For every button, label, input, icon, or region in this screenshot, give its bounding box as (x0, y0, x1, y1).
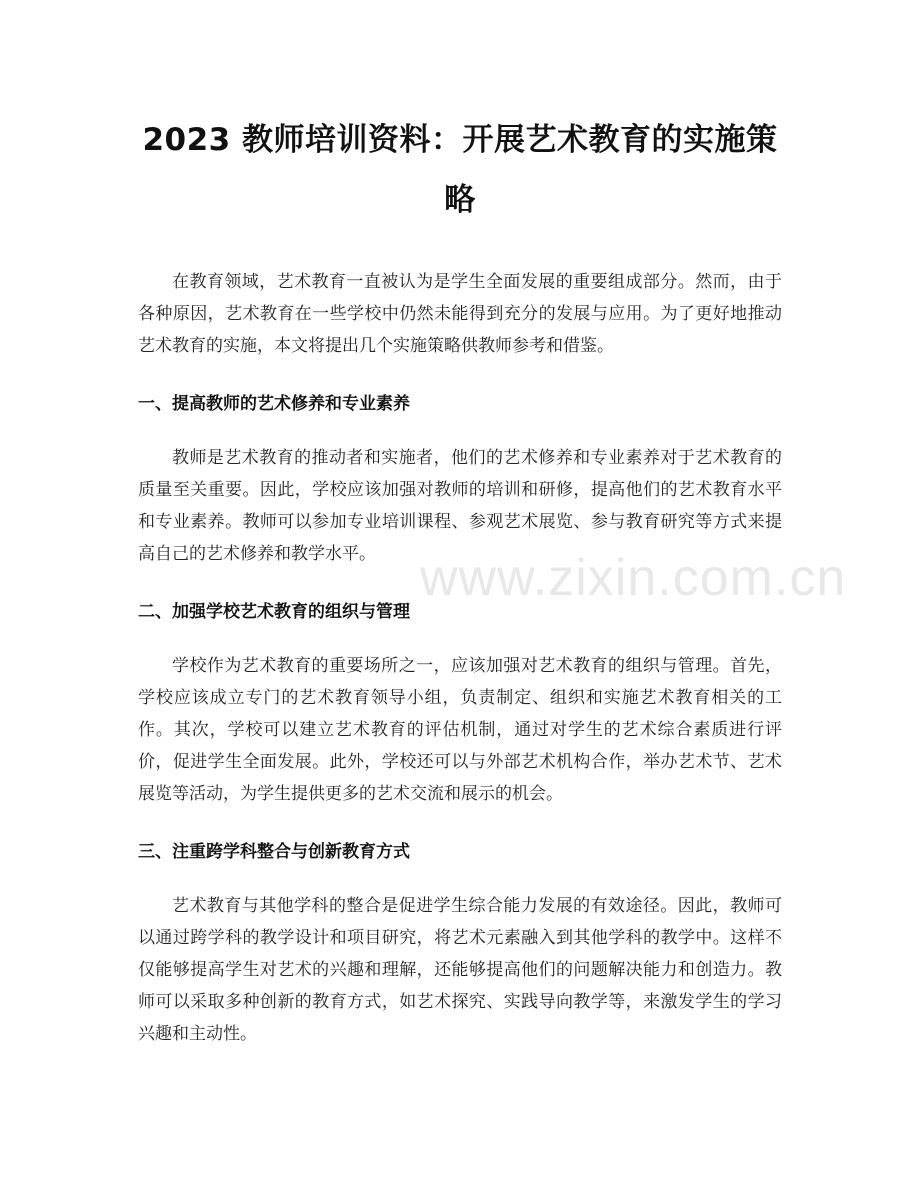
section-heading: 二、加强学校艺术教育的组织与管理 (138, 602, 410, 622)
section-paragraph: 教师是艺术教育的推动者和实施者，他们的艺术修养和专业素养对于艺术教育的质量至关重要。因此，学校应该加强对教师的培训和研修，提高他们的艺术教育水平和专业素养。教师可以参加专业培训课程、参观艺术展览、参与教育研究等方式来提高自己的艺术修养和教学水平。 (138, 448, 782, 564)
section-2 (138, 596, 782, 810)
intro-paragraph: 在教育领域，艺术教育一直被认为是学生全面发展的重要组成部分。然而，由于各种原因，艺术教育在一些学校中仍然未能得到充分的发展与应用。为了更好地推动艺术教育的实施，本文将提出几个实施策略供教师参考和借鉴。 (138, 272, 782, 356)
intro-section (138, 266, 782, 362)
document-title: 2023 教师培训资料：开展艺术教育的实施策略 (142, 122, 778, 218)
section-3 (138, 836, 782, 1050)
section-heading: 一、提高教师的艺术修养和专业素养 (138, 394, 410, 414)
section-paragraph: 艺术教育与其他学科的整合是促进学生综合能力发展的有效途径。因此，教师可以通过跨学科的教学设计和项目研究，将艺术元素融入到其他学科的教学中。这样不仅能够提高学生对艺术的兴趣和理解，还能够提高他们的问题解决能力和创造力。教师可以采取多种创新的教育方式，如艺术探究、实践导向教学等，来激发学生的学习兴趣和主动性。 (138, 896, 782, 1044)
section-1 (138, 388, 782, 570)
section-paragraph: 学校作为艺术教育的重要场所之一，应该加强对艺术教育的组织与管理。首先，学校应该成立专门的艺术教育领导小组，负责制定、组织和实施艺术教育相关的工作。其次，学校可以建立艺术教育的评估机制，通过对学生的艺术综合素质进行评价，促进学生全面发展。此外，学校还可以与外部艺术机构合作，举办艺术节、艺术展览等活动，为学生提供更多的艺术交流和展示的机会。 (138, 656, 782, 804)
section-heading: 三、注重跨学科整合与创新教育方式 (138, 842, 410, 862)
watermark: www.zixin.com.cn (420, 549, 847, 607)
